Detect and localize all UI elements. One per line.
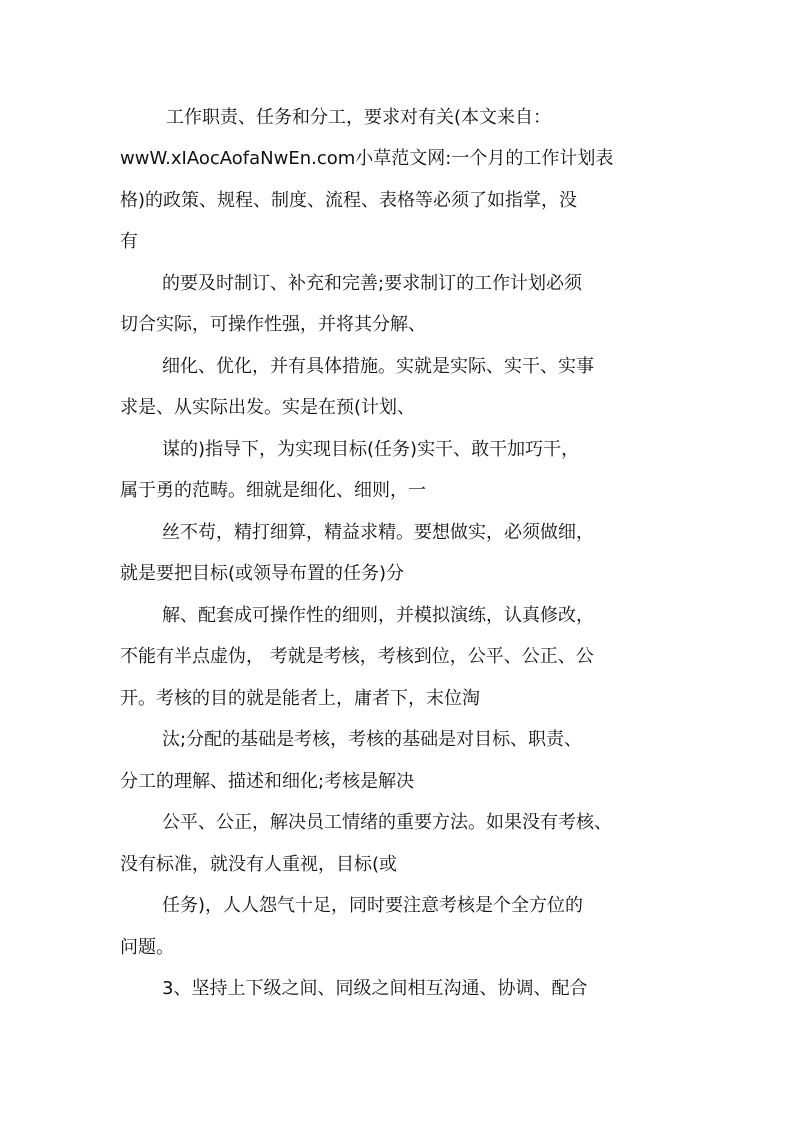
text-line-21: 问题。 <box>120 937 174 958</box>
text-line-4: 有 <box>120 231 138 252</box>
text-line-10: 属于勇的范畴。细就是细化、细则，一 <box>120 480 426 501</box>
text-line-11: 丝不苟，精打细算，精益求精。要想做实，必须做细， <box>162 522 594 543</box>
text-line-22: 3、坚持上下级之间、同级之间相互沟通、协调、配合 <box>162 978 588 999</box>
text-line-12: 就是要把目标(或领导布置的任务)分 <box>120 563 405 584</box>
text-line-16: 汰;分配的基础是考核，考核的基础是对目标、职责、 <box>162 729 583 750</box>
text-line-19: 没有标准，就没有人重视，目标(或 <box>120 854 398 875</box>
text-line-18: 公平、公正，解决员工情绪的重要方法。如果没有考核、 <box>162 812 612 833</box>
text-line-5: 的要及时制订、补充和完善;要求制订的工作计划必须 <box>162 273 583 294</box>
text-line-20: 任务)，人人怨气十足，同时要注意考核是个全方位的 <box>162 895 584 916</box>
text-line-15: 开。考核的目的就是能者上，庸者下，末位淘 <box>120 688 480 709</box>
text-line-8: 求是、从实际出发。实是在预(计划、 <box>120 397 416 418</box>
text-line-6: 切合实际，可操作性强，并将其分解、 <box>120 314 426 335</box>
text-line-13: 解、配套成可操作性的细则，并模拟演练，认真修改， <box>162 605 594 626</box>
text-line-1: 工作职责、任务和分工，要求对有关(本文来自： <box>166 107 552 128</box>
text-line-9: 谋的)指导下，为实现目标(任务)实干、敢干加巧干， <box>162 439 580 460</box>
text-line-7: 细化、优化，并有具体措施。实就是实际、实干、实事 <box>162 356 594 377</box>
text-line-3: 格)的政策、规程、制度、流程、表格等必须了如指掌，没 <box>120 190 578 211</box>
text-line-17: 分工的理解、描述和细化;考核是解决 <box>120 771 415 792</box>
text-line-2: wwW.xIAocAofaNwEn.com小草范文网:一个月的工作计划表 <box>120 148 614 169</box>
text-line-14: 不能有半点虚伪， 考就是考核，考核到位，公平、公正、公 <box>120 646 594 667</box>
